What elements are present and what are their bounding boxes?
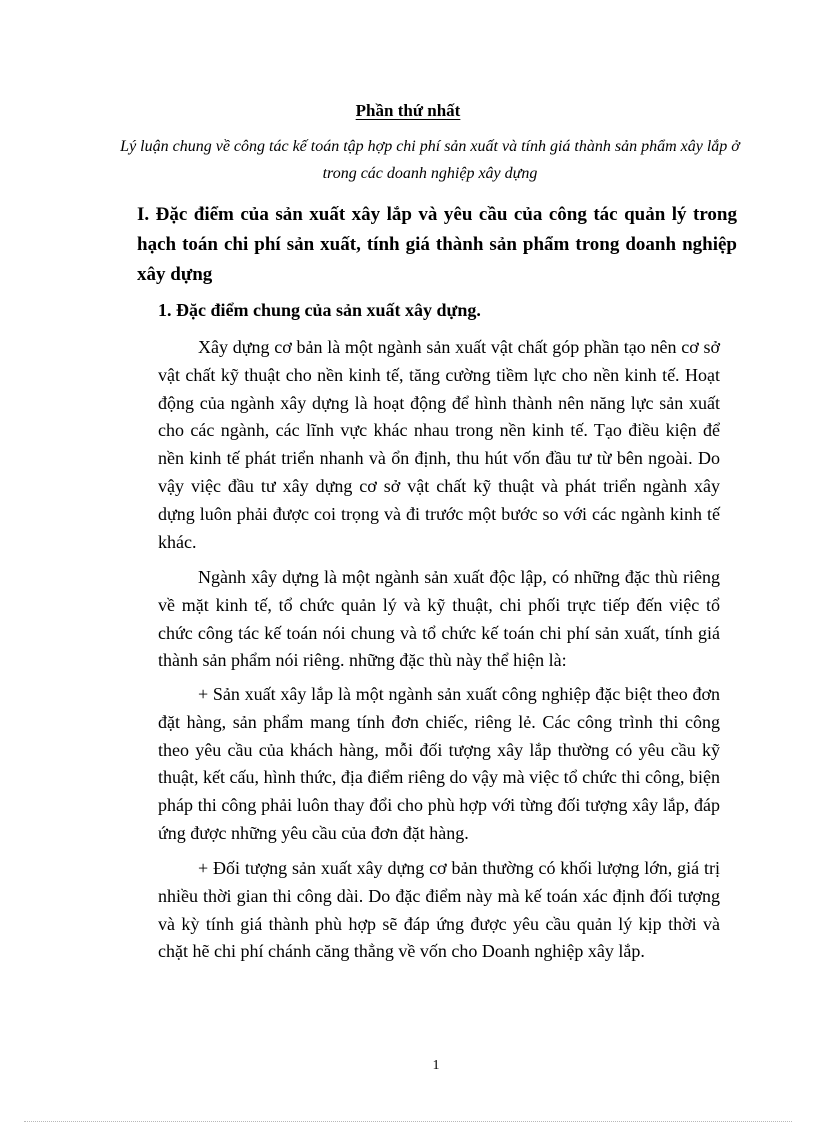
paragraph: Ngành xây dựng là một ngành sản xuất độc lập, có những đặc thù riêng về mặt kinh tế, tổ chức quản lý và kỹ thuật, chi phối trực tiếp đến việc tổ chức công tác kế toán nói chung và tổ chức kế toán chi phí sản xuất, tính giá thành sản phẩm nói riêng. những đặc thù này thể hiện là: [158,567,720,671]
body-text-block-3 [158,681,720,854]
paragraph: + Sản xuất xây lắp là một ngành sản xuất công nghiệp đặc biệt theo đơn đặt hàng, sản phẩm mang tính đơn chiếc, riêng lẻ. Các công trình thi công theo yêu cầu của khách hàng, mỗi đối tượng xây lắp thường có yêu cầu kỹ thuật, kết cấu, hình thức, địa điểm riêng do vậy mà việc tổ chức thi công, biện pháp thi công phải luôn thay đổi cho phù hợp với từng đối tượng xây lắp, đáp ứng được những yêu cầu của đơn đặt hàng. [158,684,720,843]
body-text-block-4 [158,855,720,972]
document-subtitle: Lý luận chung về công tác kế toán tập hợp chi phí sản xuất và tính giá thành sản phẩm xây lắp ở trong các doanh nghiệp xây dựng [120,138,740,182]
paragraph: Xây dựng cơ bản là một ngành sản xuất vật chất góp phần tạo nên cơ sở vật chất kỹ thuật cho nền kinh tế, tăng cường tiềm lực cho nền kinh tế. Hoạt động của ngành xây dựng là hoạt động để hình thành nên năng lực sản xuất cho các ngành, các lĩnh vực khác nhau trong nền kinh tế. Tạo điều kiện để nền kinh tế phát triển nhanh và ổn định, thu hút vốn đầu tư từ bên ngoài. Do vậy việc đầu tư xây dựng cơ sở vật chất kỹ thuật và phát triển ngành xây dựng luôn phải được coi trọng và đi trước một bước so với các ngành kinh tế khác. [158,337,720,552]
page-break-divider [24,1121,792,1122]
sub-heading: 1. Đặc điểm chung của sản xuất xây dựng. [158,300,481,320]
page-number: 1 [432,1058,440,1073]
body-text-block-2 [158,564,720,681]
body-text-block-1 [158,334,720,562]
part-title: Phần thứ nhất [355,101,461,120]
paragraph: + Đối tượng sản xuất xây dựng cơ bản thường có khối lượng lớn, giá trị nhiều thời gian thi công dài. Do đặc điểm này mà kế toán xác định đối tượng và kỳ tính giá thành phù hợp sẽ đáp ứng được yêu cầu quản lý kịp thời và chặt hẽ chi phí chánh căng thẳng về vốn cho Doanh nghiệp xây lắp. [158,858,720,962]
section-heading: I. Đặc điểm của sản xuất xây lắp và yêu cầu của công tác quản lý trong hạch toán chi phí sản xuất, tính giá thành sản phẩm trong doanh nghiệp xây dựng [137,204,737,285]
